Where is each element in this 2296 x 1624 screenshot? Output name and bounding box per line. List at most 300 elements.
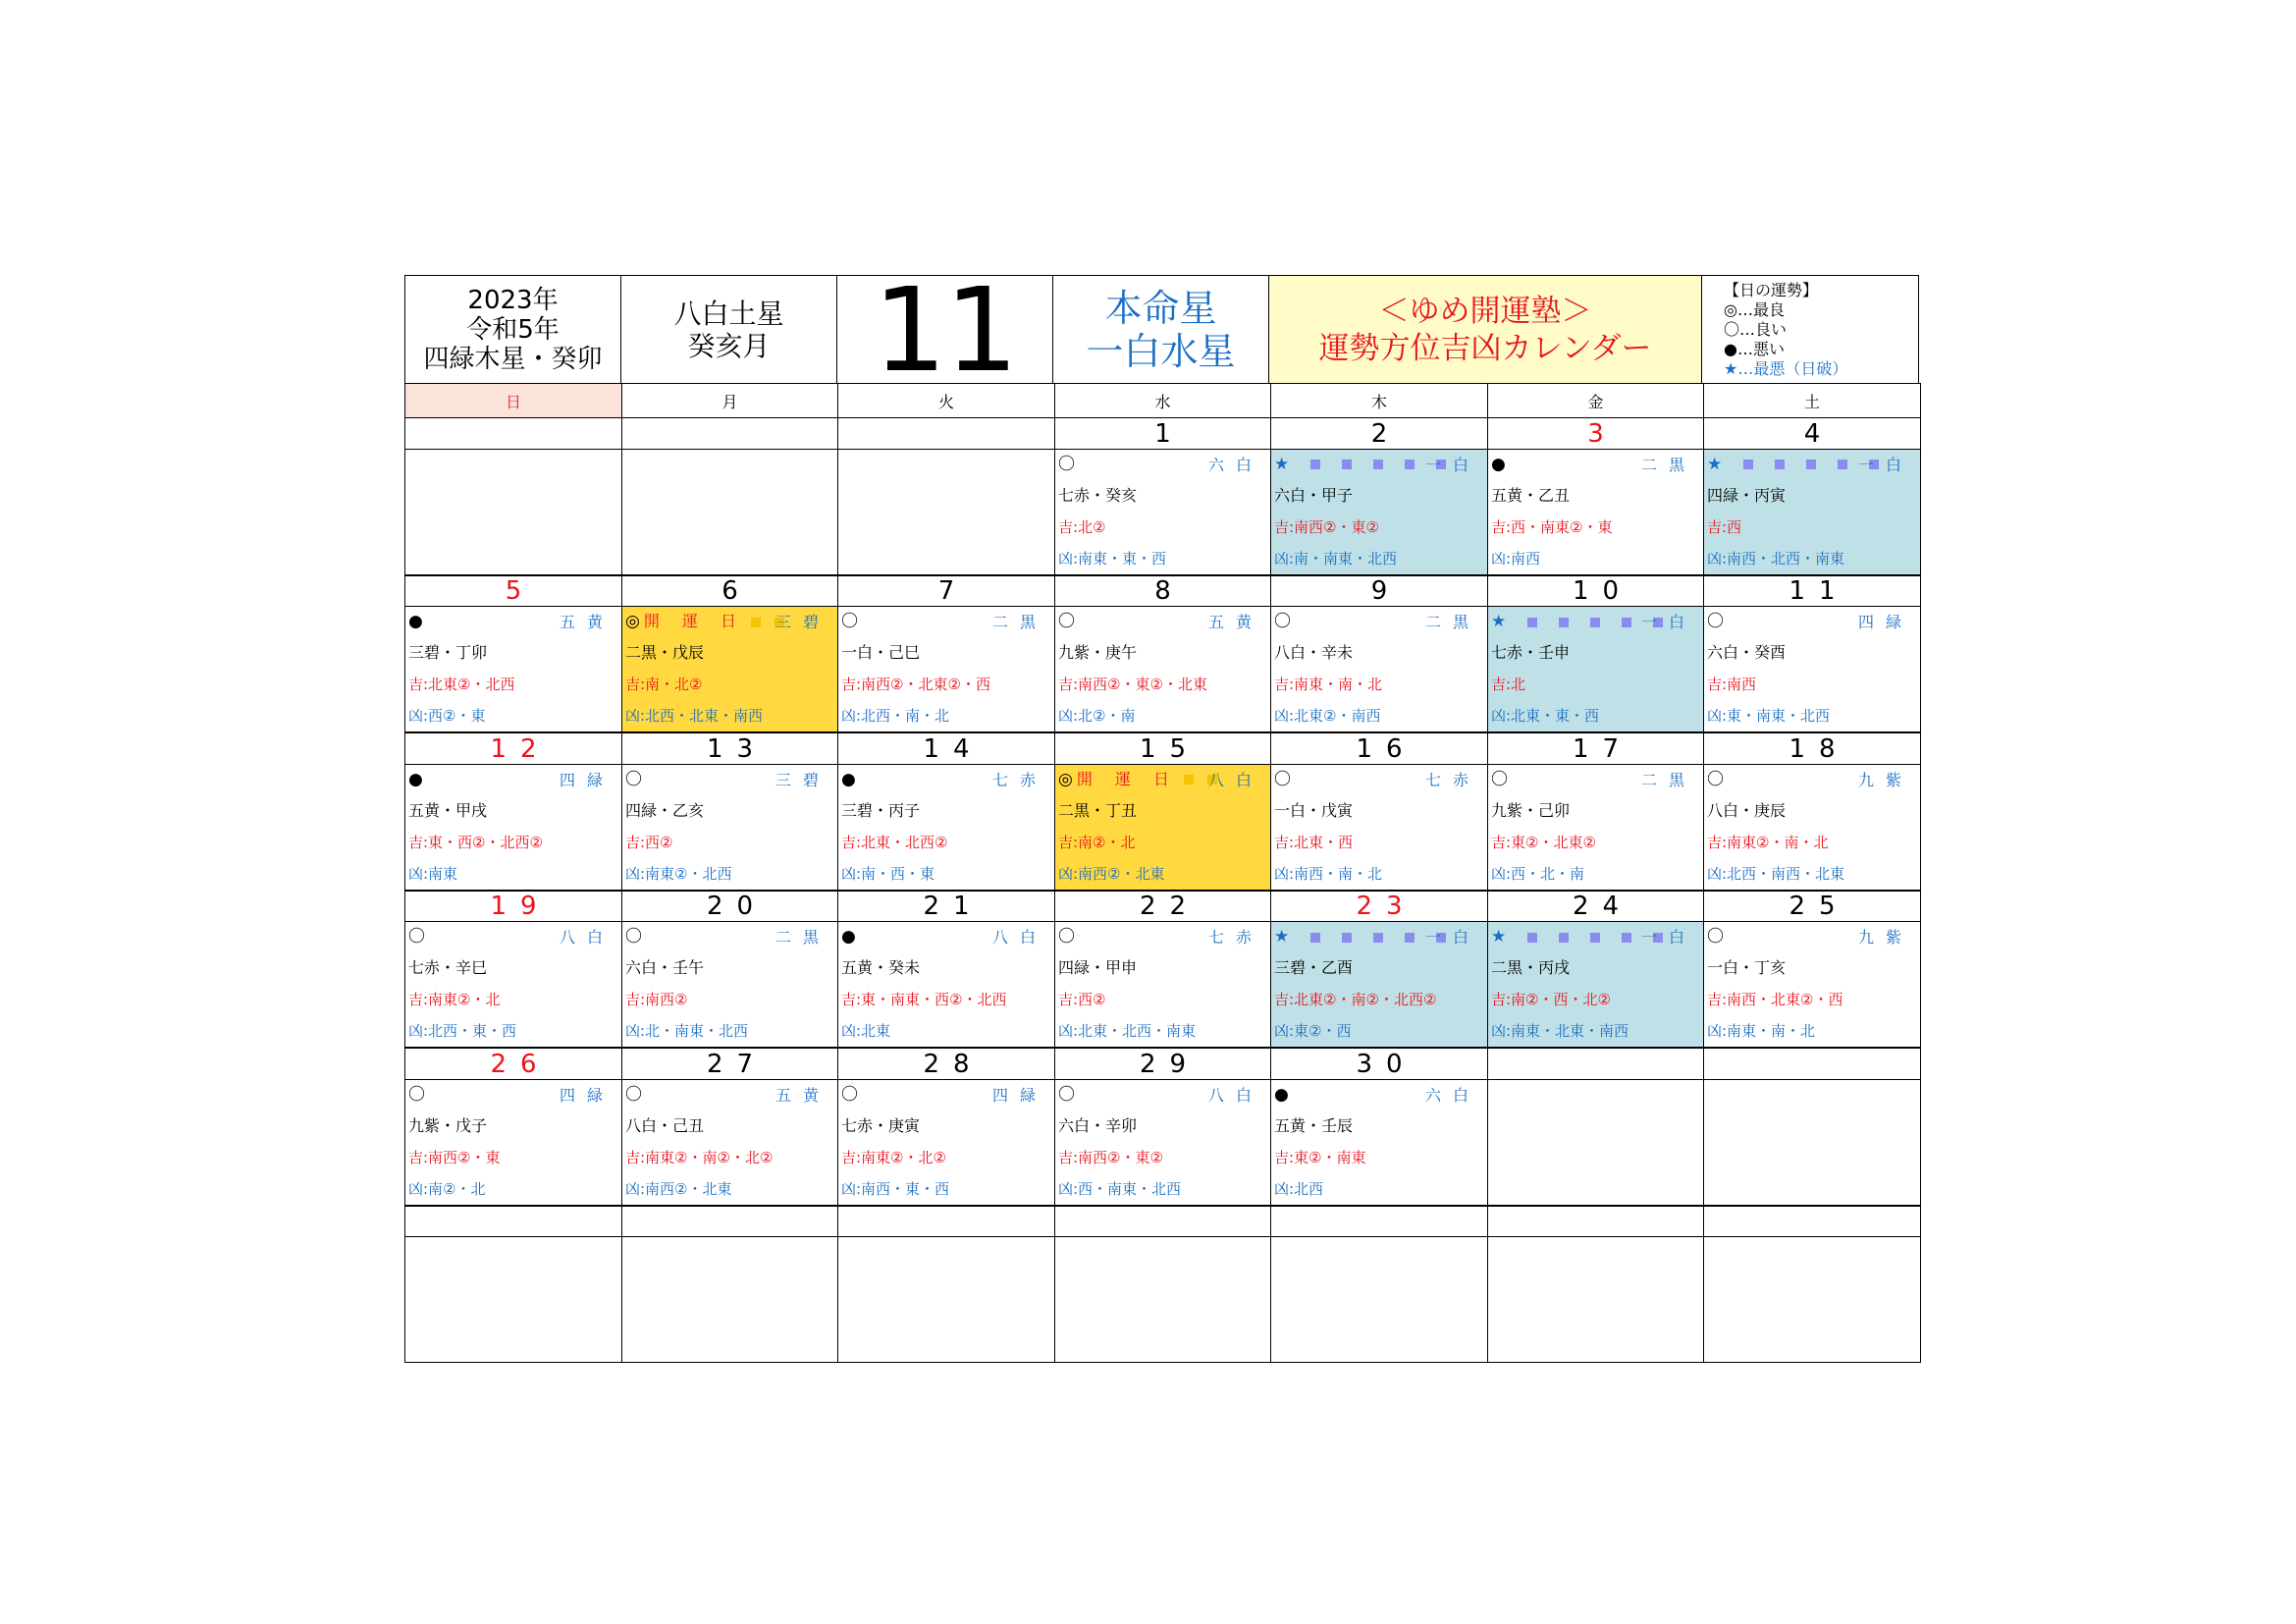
honmei-box (1052, 275, 1269, 384)
unlucky-directions: 凶:南東・東・西 (1058, 549, 1167, 568)
square-mark (1806, 460, 1816, 469)
day-cell[interactable] (1703, 921, 1921, 1048)
month-box (836, 261, 1053, 398)
weekday-header: 土 (1703, 383, 1921, 418)
date-number: 15 (1054, 732, 1271, 765)
fortune-row (841, 766, 1051, 793)
fortune-mark: 〇 (1058, 454, 1075, 474)
unlucky-directions: 凶:南東 (408, 864, 458, 883)
unlucky-directions: 凶:西②・東 (408, 707, 486, 725)
fortune-row (1274, 608, 1484, 635)
lucky-directions: 吉:北② (1058, 517, 1106, 536)
unlucky-directions: 凶:南西②・北東 (625, 1179, 732, 1198)
day-cell[interactable] (1703, 1079, 1921, 1206)
date-number (837, 417, 1055, 450)
day-kanshi: 九紫・庚午 (1058, 643, 1138, 662)
kaiun-label: 開 運 日 (1076, 769, 1179, 788)
unlucky-directions: 凶:南・西・東 (841, 864, 935, 883)
fortune-mark: ★ (1274, 454, 1290, 474)
square-mark (1342, 933, 1352, 943)
unlucky-directions: 凶:南西・東・西 (841, 1179, 950, 1198)
square-mark (1184, 775, 1194, 785)
day-cell[interactable] (1487, 921, 1704, 1048)
legend-good: 〇…良い (1724, 319, 1788, 339)
day-cell[interactable] (404, 764, 622, 891)
day-cell[interactable] (1054, 449, 1271, 575)
fortune-mark: 〇 (1707, 927, 1724, 947)
date-number: 5 (404, 575, 622, 608)
day-star: 六白 (1424, 1085, 1480, 1105)
date-number (837, 1206, 1055, 1238)
fortune-row (1274, 923, 1484, 950)
fortune-mark: ● (408, 769, 423, 789)
square-mark (1743, 460, 1753, 469)
day-star: 八白 (559, 928, 614, 947)
day-cell[interactable] (1054, 1079, 1271, 1206)
day-kanshi: 四緑・丙寅 (1707, 485, 1787, 505)
day-star: 三碧 (774, 613, 830, 631)
date-number: 4 (1703, 417, 1921, 450)
day-kanshi: 五黄・乙丑 (1491, 485, 1571, 505)
day-cell[interactable] (621, 1079, 838, 1206)
fortune-mark: 〇 (1058, 612, 1075, 631)
day-kanshi: 七赤・辛巳 (408, 958, 488, 977)
day-kanshi: 六白・辛卯 (1058, 1115, 1138, 1135)
fortune-row (1707, 451, 1917, 478)
fortune-row (1274, 451, 1484, 478)
fortune-mark: 〇 (625, 1084, 642, 1105)
honmei-label: 本命星 (1104, 286, 1217, 330)
lucky-directions: 吉:西② (1058, 991, 1106, 1008)
date-number: 26 (404, 1048, 622, 1080)
day-kanshi: 九紫・戊子 (408, 1115, 488, 1135)
unlucky-directions: 凶:南西②・北東 (1058, 864, 1165, 883)
unlucky-directions: 凶:南・南東・北西 (1274, 549, 1398, 568)
square-mark (1775, 460, 1785, 469)
day-cell[interactable] (404, 449, 622, 575)
unlucky-directions: 凶:西・北・南 (1491, 864, 1585, 883)
square-mark (1373, 933, 1383, 943)
day-kanshi: 六白・壬午 (625, 958, 705, 977)
square-mark (1590, 618, 1600, 627)
square-mark (1559, 618, 1569, 627)
date-number: 20 (621, 891, 838, 923)
day-star: 七赤 (991, 770, 1047, 789)
lucky-directions: 吉:南西 (1707, 676, 1757, 693)
date-number: 29 (1054, 1048, 1271, 1080)
fortune-row (1491, 451, 1700, 478)
day-kanshi: 三碧・丁卯 (408, 643, 488, 662)
day-cell[interactable] (1703, 764, 1921, 891)
lucky-directions: 吉:北東②・南②・北西② (1274, 991, 1437, 1008)
day-star: 一白 (1857, 455, 1913, 474)
date-number: 30 (1270, 1048, 1488, 1080)
day-cell[interactable] (404, 1236, 622, 1363)
day-cell[interactable] (1054, 764, 1271, 891)
day-star: 二黒 (1640, 770, 1696, 789)
date-number (404, 1206, 622, 1238)
fortune-mark: 〇 (1058, 1084, 1075, 1105)
square-mark (751, 618, 761, 627)
fortune-mark: 〇 (408, 1084, 425, 1105)
fortune-row (625, 766, 834, 793)
lucky-directions: 吉:北 (1491, 676, 1526, 693)
lucky-directions: 吉:南②・西・北② (1491, 991, 1611, 1008)
fortune-mark: 〇 (625, 769, 642, 789)
lucky-directions: 吉:北東・北西② (841, 833, 948, 851)
day-cell[interactable] (1054, 606, 1271, 732)
legend-bad: ●…悪い (1724, 339, 1785, 358)
day-cell[interactable] (1270, 921, 1488, 1048)
fortune-row (841, 608, 1051, 635)
date-number (1054, 1206, 1271, 1238)
year-line: 2023年 (467, 285, 559, 315)
fortune-row (1491, 766, 1700, 793)
day-kanshi: 一白・己巳 (841, 643, 921, 662)
lucky-directions: 吉:東・南東・西②・北西 (841, 991, 1007, 1008)
fortune-row (408, 608, 618, 635)
date-number (621, 417, 838, 450)
fortune-mark: ★ (1707, 454, 1723, 474)
day-star: 一白 (1424, 455, 1480, 474)
day-cell[interactable] (621, 606, 838, 732)
date-number: 12 (404, 732, 622, 765)
fortune-mark: 〇 (408, 927, 425, 947)
day-kanshi: 一白・戊寅 (1274, 800, 1354, 820)
unlucky-directions: 凶:北東・東・西 (1491, 707, 1600, 725)
date-number: 6 (621, 575, 838, 608)
square-mark (1527, 618, 1537, 627)
date-number: 8 (1054, 575, 1271, 608)
year-star-line: 四緑木星・癸卯 (423, 344, 603, 374)
day-kanshi: 七赤・癸亥 (1058, 485, 1138, 505)
fortune-mark: ★ (1491, 612, 1507, 631)
fortune-mark: ● (841, 769, 856, 789)
day-star: 九紫 (1857, 928, 1913, 947)
square-mark (1838, 460, 1847, 469)
day-cell[interactable] (837, 921, 1055, 1048)
date-number: 16 (1270, 732, 1488, 765)
weekday-header: 水 (1054, 383, 1271, 418)
square-mark (1310, 933, 1320, 943)
legend-best: ◎…最良 (1724, 299, 1785, 319)
fortune-row (1707, 608, 1917, 635)
fortune-mark: 〇 (841, 1084, 858, 1105)
unlucky-directions: 凶:北東・北西・南東 (1058, 1022, 1197, 1040)
date-number (1487, 1048, 1704, 1080)
day-star: 一白 (1640, 613, 1696, 631)
lucky-directions: 吉:東・西②・北西② (408, 833, 543, 851)
fortune-row (1058, 451, 1267, 478)
lucky-directions: 吉:南西②・東 (408, 1148, 501, 1166)
day-kanshi: 四緑・甲申 (1058, 958, 1138, 977)
lucky-directions: 吉:西 (1707, 517, 1742, 536)
square-mark (1405, 460, 1415, 469)
date-number: 14 (837, 732, 1055, 765)
day-star: 七赤 (1424, 770, 1480, 789)
day-star: 四緑 (991, 1085, 1047, 1105)
unlucky-directions: 凶:南西・南・北 (1274, 864, 1383, 883)
fortune-row (1274, 766, 1484, 793)
date-number: 24 (1487, 891, 1704, 923)
day-star: 五黄 (1207, 613, 1263, 631)
date-number (621, 1206, 838, 1238)
fortune-row (408, 766, 618, 793)
date-number (1270, 1206, 1488, 1238)
lucky-directions: 吉:南東②・北 (408, 991, 501, 1008)
day-kanshi: 七赤・壬申 (1491, 643, 1571, 662)
day-star: 四緑 (1857, 613, 1913, 631)
fortune-mark: ◎ (1058, 769, 1073, 789)
day-cell[interactable] (837, 606, 1055, 732)
lucky-directions: 吉:南東②・南②・北② (625, 1148, 774, 1166)
fortune-mark: 〇 (1707, 769, 1724, 789)
date-number: 9 (1270, 575, 1488, 608)
fortune-row (1707, 923, 1917, 950)
day-star: 二黒 (1424, 613, 1480, 631)
day-star: 五黄 (774, 1085, 830, 1105)
lucky-directions: 吉:南西②・東② (1274, 517, 1379, 536)
date-number: 11 (1703, 575, 1921, 608)
day-cell[interactable] (1054, 1236, 1271, 1363)
lucky-directions: 吉:南東②・南・北 (1707, 833, 1829, 851)
date-number: 10 (1487, 575, 1704, 608)
date-number: 21 (837, 891, 1055, 923)
lucky-directions: 吉:東②・北東② (1491, 833, 1596, 851)
date-number: 17 (1487, 732, 1704, 765)
day-cell[interactable] (1703, 449, 1921, 575)
fortune-row (408, 923, 618, 950)
unlucky-directions: 凶:北②・南 (1058, 707, 1136, 725)
date-number: 19 (404, 891, 622, 923)
fortune-mark: ● (1274, 1084, 1289, 1105)
day-star: 五黄 (559, 613, 614, 631)
day-star: 三碧 (774, 770, 830, 789)
month-kanshi-line: 癸亥月 (687, 329, 771, 362)
month-star-box (620, 275, 837, 384)
day-cell[interactable] (837, 1236, 1055, 1363)
day-cell[interactable] (404, 606, 622, 732)
day-cell[interactable] (1487, 606, 1704, 732)
day-kanshi: 六白・癸酉 (1707, 643, 1787, 662)
unlucky-directions: 凶:西・南東・北西 (1058, 1179, 1182, 1198)
month-number: 11 (873, 261, 1017, 398)
fortune-row (1491, 608, 1700, 635)
day-cell[interactable] (837, 449, 1055, 575)
fortune-mark: ● (408, 612, 423, 631)
day-star: 二黒 (774, 928, 830, 947)
day-star: 一白 (1424, 928, 1480, 947)
fortune-row (625, 923, 834, 950)
lucky-directions: 吉:東②・南東 (1274, 1148, 1366, 1166)
fortune-mark: ★ (1491, 927, 1507, 947)
day-cell[interactable] (404, 921, 622, 1048)
lucky-directions: 吉:南西②・東② (1058, 1148, 1163, 1166)
day-kanshi: 二黒・戊辰 (625, 643, 705, 662)
unlucky-directions: 凶:北西・北東・南西 (625, 707, 764, 725)
fortune-mark: ◎ (625, 612, 640, 631)
fortune-mark: 〇 (1058, 927, 1075, 947)
fortune-row (625, 608, 834, 635)
day-kanshi: 七赤・庚寅 (841, 1115, 921, 1135)
day-cell[interactable] (1270, 764, 1488, 891)
day-cell[interactable] (837, 1079, 1055, 1206)
day-cell[interactable] (1270, 1236, 1488, 1363)
weekday-header: 木 (1270, 383, 1488, 418)
fortune-row (1058, 766, 1267, 793)
day-star: 四緑 (559, 770, 614, 789)
day-cell[interactable] (621, 921, 838, 1048)
legend-title: 【日の運勢】 (1724, 280, 1819, 299)
lucky-directions: 吉:南西② (625, 991, 688, 1008)
unlucky-directions: 凶:北西・南西・北東 (1707, 864, 1845, 883)
day-kanshi: 八白・己丑 (625, 1115, 705, 1135)
lucky-directions: 吉:南②・北 (1058, 833, 1136, 851)
day-cell[interactable] (1054, 921, 1271, 1048)
day-star: 一白 (1640, 928, 1696, 947)
year-box (404, 275, 621, 384)
unlucky-directions: 凶:南東②・北西 (625, 864, 732, 883)
date-number: 22 (1054, 891, 1271, 923)
day-star: 八白 (991, 928, 1047, 947)
legend-worst: ★…最悪（日破） (1724, 358, 1848, 378)
date-number: 18 (1703, 732, 1921, 765)
lucky-directions: 吉:南東・南・北 (1274, 676, 1383, 693)
lucky-directions: 吉:南・北② (625, 676, 703, 693)
fortune-row (841, 1081, 1051, 1109)
date-number (1703, 1048, 1921, 1080)
weekday-header: 金 (1487, 383, 1704, 418)
unlucky-directions: 凶:北東②・南西 (1274, 707, 1381, 725)
square-mark (1405, 933, 1415, 943)
date-number (404, 417, 622, 450)
day-kanshi: 五黄・甲戌 (408, 800, 488, 820)
day-cell[interactable] (1487, 764, 1704, 891)
title-banner (1268, 275, 1702, 384)
square-mark (1342, 460, 1352, 469)
day-star: 七赤 (1207, 928, 1263, 947)
date-number: 7 (837, 575, 1055, 608)
fortune-row (841, 923, 1051, 950)
date-number: 2 (1270, 417, 1488, 450)
day-kanshi: 九紫・己卯 (1491, 800, 1571, 820)
era-line: 令和5年 (466, 314, 560, 345)
date-number: 27 (621, 1048, 838, 1080)
lucky-directions: 吉:北東②・北西 (408, 676, 515, 693)
unlucky-directions: 凶:北西・東・西 (408, 1022, 517, 1040)
fortune-mark: 〇 (1274, 612, 1291, 631)
month-star-line: 八白土星 (673, 297, 784, 330)
day-star: 九紫 (1857, 770, 1913, 789)
unlucky-directions: 凶:北西・南・北 (841, 707, 950, 725)
unlucky-directions: 凶:東・南東・北西 (1707, 707, 1831, 725)
lucky-directions: 吉:南西・北東②・西 (1707, 991, 1843, 1008)
fortune-mark: ● (841, 927, 856, 947)
fortune-row (1274, 1081, 1484, 1109)
day-cell[interactable] (1487, 449, 1704, 575)
fortune-mark: 〇 (1707, 612, 1724, 631)
banner-line-2: 運勢方位吉凶カレンダー (1318, 330, 1652, 366)
fortune-mark: ● (1491, 454, 1506, 474)
square-mark (1373, 460, 1383, 469)
day-kanshi: 四緑・乙亥 (625, 800, 705, 820)
fortune-row (408, 1081, 618, 1109)
date-number: 13 (621, 732, 838, 765)
day-star: 八白 (1207, 1085, 1263, 1105)
day-kanshi: 五黄・壬辰 (1274, 1115, 1354, 1135)
day-cell[interactable] (1703, 1236, 1921, 1363)
date-number: 28 (837, 1048, 1055, 1080)
fortune-row (625, 1081, 834, 1109)
day-star: 二黒 (1640, 455, 1696, 474)
date-number (1703, 1206, 1921, 1238)
square-mark (1310, 460, 1320, 469)
day-cell[interactable] (1270, 1079, 1488, 1206)
square-mark (1622, 933, 1631, 943)
unlucky-directions: 凶:南②・北 (408, 1179, 486, 1198)
weekday-header: 火 (837, 383, 1055, 418)
honmei-star: 一白水星 (1086, 329, 1236, 373)
day-cell[interactable] (621, 449, 838, 575)
day-star: 八白 (1207, 770, 1263, 789)
date-number: 23 (1270, 891, 1488, 923)
square-mark (1622, 618, 1631, 627)
square-mark (1559, 933, 1569, 943)
lucky-directions: 吉:西・南東②・東 (1491, 517, 1613, 536)
day-star: 二黒 (991, 613, 1047, 631)
day-kanshi: 八白・辛未 (1274, 643, 1354, 662)
day-cell[interactable] (404, 1079, 622, 1206)
unlucky-directions: 凶:北西 (1274, 1179, 1324, 1198)
day-cell[interactable] (1487, 1236, 1704, 1363)
fortune-row (1058, 1081, 1267, 1109)
fortune-row (1058, 923, 1267, 950)
fortune-row (1491, 923, 1700, 950)
day-cell[interactable] (621, 764, 838, 891)
lucky-directions: 吉:西② (625, 833, 673, 851)
day-cell[interactable] (1703, 606, 1921, 732)
square-mark (1590, 933, 1600, 943)
lucky-directions: 吉:南西②・北東②・西 (841, 676, 990, 693)
unlucky-directions: 凶:南東・北東・南西 (1491, 1022, 1629, 1040)
kaiun-label: 開 運 日 (643, 612, 746, 630)
day-cell[interactable] (1270, 606, 1488, 732)
fortune-mark: 〇 (625, 927, 642, 947)
calendar (404, 261, 1919, 1366)
day-kanshi: 二黒・丁丑 (1058, 800, 1138, 820)
banner-line-1: ＜ゆめ開運塾＞ (1378, 293, 1592, 329)
day-kanshi: 二黒・丙戌 (1491, 958, 1571, 977)
fortune-mark: 〇 (1274, 769, 1291, 789)
day-cell[interactable] (837, 764, 1055, 891)
day-kanshi: 一白・丁亥 (1707, 958, 1787, 977)
lucky-directions: 吉:北東・西 (1274, 833, 1354, 851)
fortune-row (1707, 766, 1917, 793)
fortune-row (1058, 608, 1267, 635)
fortune-mark: 〇 (1491, 769, 1508, 789)
weekday-header: 月 (621, 383, 838, 418)
day-kanshi: 六白・甲子 (1274, 485, 1354, 505)
date-number: 1 (1054, 417, 1271, 450)
unlucky-directions: 凶:東②・西 (1274, 1022, 1352, 1040)
day-kanshi: 三碧・乙酉 (1274, 958, 1354, 977)
day-cell[interactable] (621, 1236, 838, 1363)
unlucky-directions: 凶:北・南東・北西 (625, 1022, 749, 1040)
day-cell[interactable] (1487, 1079, 1704, 1206)
day-cell[interactable] (1270, 449, 1488, 575)
fortune-mark: ★ (1274, 927, 1290, 947)
day-star: 四緑 (559, 1085, 614, 1105)
